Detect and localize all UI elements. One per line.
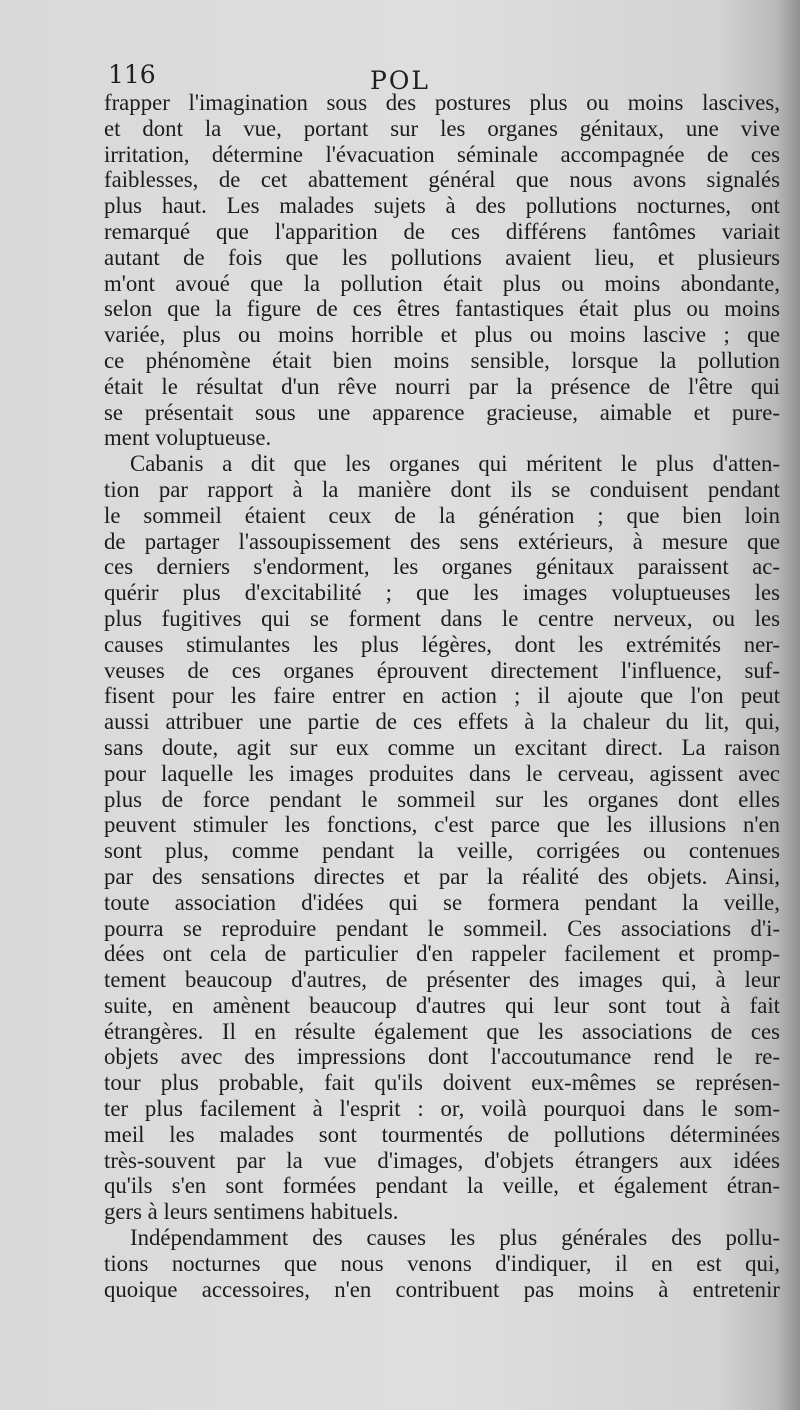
text-line: quérir plus d'excitabilité ; que les images voluptueuses les <box>104 580 780 606</box>
text-line: irritation, détermine l'évacuation séminale accompagnée de ces <box>104 141 780 167</box>
text-line: de partager l'assoupissement des sens extérieurs, à mesure que <box>104 528 780 554</box>
text-line: autant de fois que les pollutions avaient lieu, et plusieurs <box>104 244 780 270</box>
text-line: très-souvent par la vue d'images, d'objets étrangers aux idées <box>104 1147 780 1173</box>
paragraph <box>104 90 780 451</box>
text-line: peuvent stimuler les fonctions, c'est parce que les illusions n'en <box>104 812 780 838</box>
text-line: ces derniers s'endorment, les organes génitaux paraissent ac- <box>104 554 780 580</box>
text-line: ter plus facilement à l'esprit : or, voilà pourquoi dans le som- <box>104 1096 780 1122</box>
text-line: fisent pour les faire entrer en action ; il ajoute que l'on peut <box>104 683 780 709</box>
text-line: faiblesses, de cet abattement général que nous avons signalés <box>104 167 780 193</box>
text-line: m'ont avoué que la pollution était plus ou moins abondante, <box>104 270 780 296</box>
text-line: remarqué que l'apparition de ces différens fantômes variait <box>104 218 780 244</box>
text-line: ment voluptueuse. <box>104 425 272 451</box>
text-line: toute association d'idées qui se formera pendant la veille, <box>104 889 780 915</box>
text-line: objets avec des impressions dont l'accoutumance rend le re- <box>104 1044 780 1070</box>
text-line: Cabanis a dit que les organes qui méritent le plus d'atten- <box>130 451 780 477</box>
text-line: aussi attribuer une partie de ces effets à la chaleur du lit, qui, <box>104 709 780 735</box>
text-line: sans doute, agit sur eux comme un excitant direct. La raison <box>104 734 780 760</box>
text-line: dées ont cela de particulier d'en rappeler facilement et promp- <box>104 941 780 967</box>
text-line: ce phénomène était bien moins sensible, lorsque la pollution <box>104 347 780 373</box>
text-line: plus fugitives qui se forment dans le centre nerveux, ou les <box>104 605 780 631</box>
text-line: plus de force pendant le sommeil sur les organes dont elles <box>104 786 780 812</box>
text-line: se présentait sous une apparence gracieuse, aimable et pure- <box>104 399 780 425</box>
text-line: causes stimulantes les plus légères, dont les extrémités ner- <box>104 631 780 657</box>
body-text <box>104 90 780 1302</box>
text-line: suite, en amènent beaucoup d'autres qui leur sont tout à fait <box>104 992 780 1018</box>
text-line: variée, plus ou moins horrible et plus ou moins lascive ; que <box>104 322 780 348</box>
text-line: tion par rapport à la manière dont ils se conduisent pendant <box>104 476 780 502</box>
text-line: le sommeil étaient ceux de la génération ; que bien loin <box>104 502 780 528</box>
page-number: 116 <box>108 60 156 89</box>
text-line: pour laquelle les images produites dans le cerveau, agissent avec <box>104 760 780 786</box>
text-line: Indépendamment des causes les plus générales des pollu- <box>130 1225 780 1251</box>
text-line: sont plus, comme pendant la veille, corrigées ou contenues <box>104 838 780 864</box>
text-line: plus haut. Les malades sujets à des pollutions nocturnes, ont <box>104 193 780 219</box>
text-line: gers à leurs sentimens habituels. <box>104 1199 399 1225</box>
text-line: étrangères. Il en résulte également que les associations de ces <box>104 1018 780 1044</box>
text-line: qu'ils s'en sont formées pendant la veille, et également étran- <box>104 1173 780 1199</box>
text-line: tour plus probable, fait qu'ils doivent eux-mêmes se représen- <box>104 1070 780 1096</box>
text-line: quoique accessoires, n'en contribuent pas moins à entretenir <box>104 1276 780 1302</box>
text-line: par des sensations directes et par la réalité des objets. Ainsi, <box>104 863 780 889</box>
text-line: tement beaucoup d'autres, de présenter des images qui, à leur <box>104 967 780 993</box>
paragraph <box>104 451 780 1225</box>
text-line: selon que la figure de ces êtres fantastiques était plus ou moins <box>104 296 780 322</box>
text-line: tions nocturnes que nous venons d'indiquer, il en est qui, <box>104 1250 780 1276</box>
text-line: pourra se reproduire pendant le sommeil. Ces associations d'i- <box>104 915 780 941</box>
running-title: POL <box>370 66 430 95</box>
text-line: et dont la vue, portant sur les organes génitaux, une vive <box>104 115 780 141</box>
text-line: frapper l'imagination sous des postures plus ou moins lascives, <box>104 90 780 115</box>
text-line: meil les malades sont tourmentés de pollutions déterminées <box>104 1121 780 1147</box>
text-line: veuses de ces organes éprouvent directement l'influence, suf- <box>104 657 780 683</box>
paragraph <box>104 1225 780 1302</box>
text-line: était le résultat d'un rêve nourri par la présence de l'être qui <box>104 373 780 399</box>
